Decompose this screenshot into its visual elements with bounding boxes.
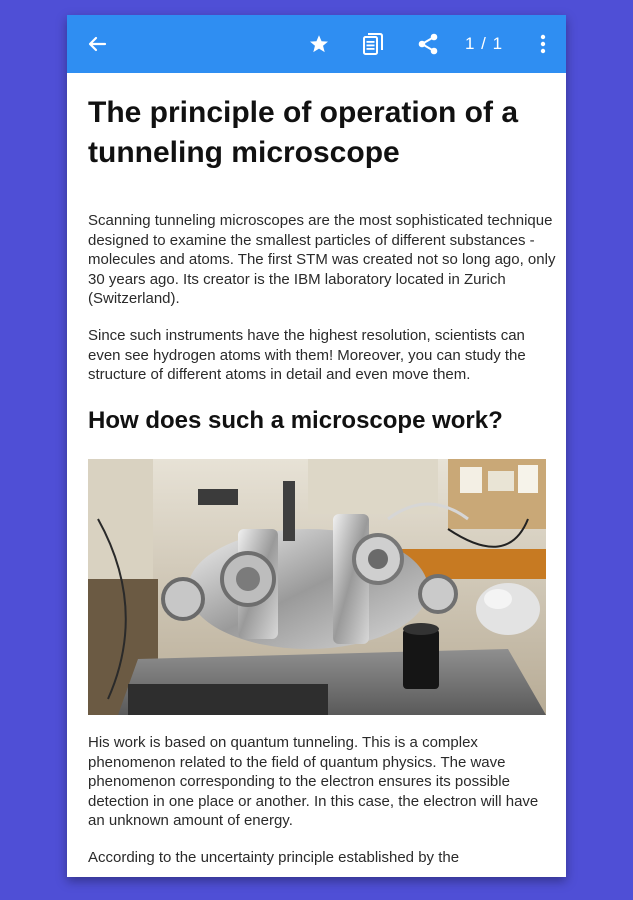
section-heading: How does such a microscope work? bbox=[88, 407, 503, 434]
share-icon bbox=[416, 32, 440, 56]
paragraph-intro: Scanning tunneling microscopes are the most sophisticated technique designed to examine the smallest particles of different substances - molecules and atoms. The first STM was created not so long ago, only 30 years ago. Its creator is the IBM laboratory located in Zurich (Switzerland). bbox=[88, 212, 556, 307]
paragraph-uncertainty: According to the uncertainty principle established by the bbox=[88, 849, 460, 866]
share-button[interactable] bbox=[413, 15, 443, 73]
back-button[interactable] bbox=[81, 15, 113, 73]
paragraph-resolution: Since such instruments have the highest resolution, scientists can even see hydrogen atoms with them! Moreover, you can study the structure of different atoms in detail and even move them. bbox=[88, 327, 526, 383]
star-icon bbox=[308, 33, 330, 55]
article-content[interactable] bbox=[67, 73, 566, 877]
article-title: The principle of operation of a tunneling microscope bbox=[88, 96, 519, 169]
copy-icon bbox=[362, 32, 384, 56]
more-vert-icon bbox=[540, 34, 546, 54]
app-window bbox=[67, 15, 566, 877]
favorite-button[interactable] bbox=[305, 15, 333, 73]
microscope-photo bbox=[88, 459, 546, 715]
copy-button[interactable] bbox=[359, 15, 387, 73]
paragraph-tunneling: His work is based on quantum tunneling. This is a complex phenomenon related to the field of quantum physics. The wave phenomenon corresponding to the electron ensures its possible detection in one place or another. In this case, the electron will have an unknown amount of energy. bbox=[88, 734, 539, 829]
top-toolbar bbox=[67, 15, 566, 73]
page-counter: 1 / 1 bbox=[465, 34, 504, 53]
back-arrow-icon bbox=[87, 34, 107, 54]
more-options-button[interactable] bbox=[533, 15, 553, 73]
